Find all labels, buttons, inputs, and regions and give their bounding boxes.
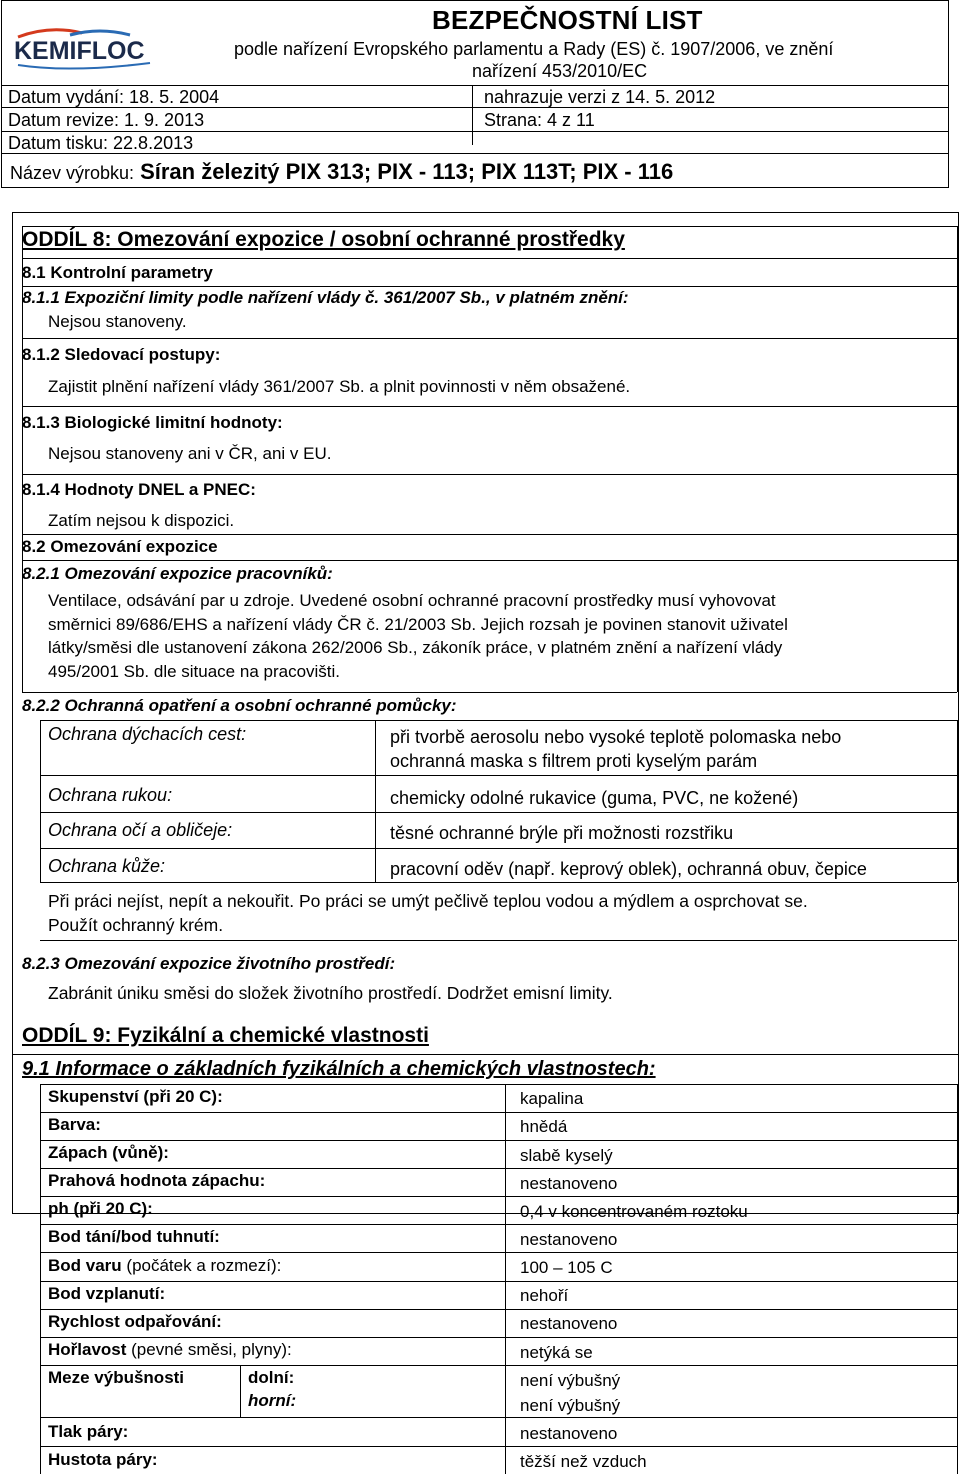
frame-line: [22, 226, 957, 227]
text-8-2-1-line: směrnici 89/686/EHS a nařízení vlády ČR č. 21/2003 Sb. Jejich rozsah je povinen stanovit uživatel: [48, 614, 788, 634]
prop-value-ph: 0,4 v koncentrovaném roztoku: [520, 1202, 748, 1221]
prop-label-explosion-lower: dolní:: [248, 1368, 295, 1387]
document-title: BEZPEČNOSTNÍ LIST: [432, 5, 703, 35]
page-number: Strana: 4 z 11: [484, 110, 595, 130]
prop-label-evaporation-rate: Rychlost odpařování:: [48, 1312, 222, 1331]
heading-8-1-4: 8.1.4 Hodnoty DNEL a PNEC:: [22, 480, 256, 499]
table-line: [40, 940, 957, 941]
replaces-version: nahrazuje verzi z 14. 5. 2012: [484, 87, 716, 107]
table-line: [40, 1084, 957, 1085]
header-divider: [2, 85, 948, 86]
table-line: [40, 1168, 957, 1169]
prop-value-evaporation-rate: nestanoveno: [520, 1314, 618, 1333]
prop-value-melting-point: nestanoveno: [520, 1230, 618, 1249]
heading-8-1-3: 8.1.3 Biologické limitní hodnoty:: [22, 413, 283, 432]
table-line: [40, 848, 957, 849]
text-8-2-3: Zabránit úniku směsi do složek životního prostředí. Dodržet emisní limity.: [48, 983, 613, 1003]
heading-8-2-3: 8.2.3 Omezování expozice životního prostředí:: [22, 954, 396, 973]
text-8-2-1-line: 495/2001 Sb. dle situace na pracovišti.: [48, 661, 341, 681]
table-line: [40, 1252, 957, 1253]
table-line: [40, 775, 957, 776]
prop-value-vapour-density: těžší než vzduch: [520, 1452, 647, 1471]
prop-value-vapour-pressure: nestanoveno: [520, 1424, 618, 1443]
text-8-1-3: Nejsou stanoveny ani v ČR, ani v EU.: [48, 444, 332, 463]
product-row: [10, 159, 673, 185]
prop-label-odour: Zápach (vůně):: [48, 1143, 169, 1162]
ppe-value-eyes: těsné ochranné brýle při možnosti rozstřiku: [390, 823, 734, 843]
print-date: Datum tisku: 22.8.2013: [8, 133, 194, 153]
revision-date: Datum revize: 1. 9. 2013: [8, 110, 205, 130]
product-name: Síran železitý PIX 313; PIX - 113; PIX 113T; PIX - 116: [140, 159, 674, 184]
frame-line: [12, 1054, 959, 1055]
ppe-value-hands: chemicky odolné rukavice (guma, PVC, ne kožené): [390, 788, 799, 808]
ppe-value-line: ochranná maska s filtrem proti kyselým parám: [390, 750, 758, 771]
prop-value-colour: hnědá: [520, 1117, 568, 1136]
table-line: [40, 1140, 957, 1141]
heading-8-1: 8.1 Kontrolní parametry: [22, 263, 213, 282]
hygiene-line: Při práci nejíst, nepít a nekouřit. Po práci se umýt pečlivě teplou vodou a mýdlem a osprchovat se.: [48, 891, 808, 911]
prop-value-explosion-lower: není výbušný: [520, 1371, 621, 1390]
regulation-line-1: podle nařízení Evropského parlamentu a Rady (ES) č. 1907/2006, ve znění: [234, 39, 834, 59]
table-line: [240, 1365, 241, 1417]
heading-9-1: 9.1 Informace o základních fyzikálních a chemických vlastnostech:: [22, 1058, 656, 1080]
table-line: [957, 720, 958, 882]
kemifloc-logo: [10, 23, 160, 73]
table-line: [40, 720, 957, 721]
frame-line: [957, 226, 958, 692]
prop-value-flash-point: nehoří: [520, 1286, 569, 1305]
table-line: [40, 720, 41, 882]
prop-label-text: Hořlavost: [48, 1340, 127, 1359]
table-line: [40, 882, 957, 883]
prop-label-colour: Barva:: [48, 1115, 101, 1134]
ppe-label-eyes: Ochrana očí a obličeje:: [48, 820, 233, 840]
prop-value-boiling-point: 100 – 105 C: [520, 1258, 613, 1277]
table-line: [40, 1112, 957, 1113]
prop-label-vapour-density: Hustota páry:: [48, 1450, 158, 1469]
prop-label-melting-point: Bod tání/bod tuhnutí:: [48, 1227, 220, 1246]
table-line: [505, 1084, 506, 1474]
hygiene-line: Použít ochranný krém.: [48, 914, 224, 935]
heading-8-2: 8.2 Omezování expozice: [22, 537, 218, 556]
ppe-label-hands: Ochrana rukou:: [48, 785, 173, 805]
ppe-value-respiratory: [390, 726, 841, 773]
prop-label-explosion-limits: Meze výbušnosti: [48, 1368, 185, 1387]
header-divider: [2, 131, 948, 132]
product-label: Název výrobku:: [10, 163, 135, 183]
text-8-2-1-line: látky/směsi dle ustanovení zákona 262/2006 Sb., zákoník práce, v platném znění a nařízení vlády: [48, 638, 783, 657]
frame-line: [22, 286, 957, 287]
prop-label-vapour-pressure: Tlak páry:: [48, 1422, 129, 1441]
section-8-title: ODDÍL 8: Omezování expozice / osobní ochranné prostředky: [22, 228, 625, 251]
prop-label-note: (počátek a rozmezí):: [121, 1256, 282, 1275]
table-line: [40, 1084, 41, 1474]
prop-label-odour-threshold: Prahová hodnota zápachu:: [48, 1171, 266, 1190]
heading-8-2-2: 8.2.2 Ochranná opatření a osobní ochranné pomůcky:: [22, 696, 457, 715]
table-line: [40, 1337, 957, 1338]
table-line: [40, 812, 957, 813]
table-line: [957, 1084, 958, 1474]
ppe-value-line: při tvorbě aerosolu nebo vysoké teplotě polomaska nebo: [390, 727, 842, 747]
text-8-1-2: Zajistit plnění nařízení vlády 361/2007 Sb. a plnit povinnosti v něm obsažené.: [48, 377, 631, 396]
header-column-divider: [472, 85, 473, 145]
text-8-1-4: Zatím nejsou k dispozici.: [48, 511, 235, 530]
prop-label-explosion-upper: horní:: [248, 1391, 297, 1410]
ppe-label-respiratory: Ochrana dýchacích cest:: [48, 724, 247, 744]
prop-label-ph: ph (při 20 C):: [48, 1199, 153, 1218]
prop-label-boiling-point: [48, 1256, 281, 1276]
frame-line: [22, 534, 957, 535]
issue-date: Datum vydání: 18. 5. 2004: [8, 87, 220, 107]
frame-line: [22, 474, 957, 475]
header-divider: [2, 153, 948, 154]
svg-text:KEMIFLOC: KEMIFLOC: [14, 37, 145, 65]
ppe-label-skin: Ochrana kůže:: [48, 856, 166, 876]
frame-line: [22, 338, 957, 339]
frame-line: [22, 692, 957, 693]
prop-label-state: Skupenství (při 20 C):: [48, 1087, 223, 1106]
text-8-1-1: Nejsou stanoveny.: [48, 312, 187, 331]
prop-label-flash-point: Bod vzplanutí:: [48, 1284, 166, 1303]
hygiene-text: [48, 890, 953, 937]
text-8-2-1: [48, 589, 953, 683]
prop-value-flammability: netýká se: [520, 1343, 593, 1362]
section-9-title: ODDÍL 9: Fyzikální a chemické vlastnosti: [22, 1024, 429, 1047]
table-line: [40, 1196, 957, 1197]
table-line: [40, 1309, 957, 1310]
heading-8-1-1: 8.1.1 Expoziční limity podle nařízení vlády č. 361/2007 Sb., v platném znění:: [22, 288, 629, 307]
table-line: [40, 1446, 957, 1447]
prop-value-odour: slabě kyselý: [520, 1146, 613, 1165]
frame-line: [22, 406, 957, 407]
text-8-2-1-line: Ventilace, odsávání par u zdroje. Uvedené osobní ochranné pracovní prostředky musí vyhovovat: [48, 591, 776, 610]
prop-label-note: (pevné směsi, plyny):: [126, 1340, 292, 1359]
ppe-value-skin: pracovní oděv (např. keprový oblek), ochranná obuv, čepice: [390, 859, 867, 879]
heading-8-1-2: 8.1.2 Sledovací postupy:: [22, 345, 221, 364]
table-line: [40, 1281, 957, 1282]
table-line: [40, 1417, 957, 1418]
header-divider: [2, 107, 948, 108]
table-line: [40, 1224, 957, 1225]
document-header: [1, 0, 949, 188]
table-line: [40, 1365, 957, 1366]
prop-label-flammability: [48, 1340, 292, 1360]
heading-8-2-1: 8.2.1 Omezování expozice pracovníků:: [22, 564, 333, 583]
prop-value-state: kapalina: [520, 1089, 584, 1108]
frame-line: [22, 560, 957, 561]
table-line: [375, 720, 376, 882]
prop-label-text: Bod varu: [48, 1256, 122, 1275]
prop-value-explosion-upper: není výbušný: [520, 1396, 621, 1415]
frame-line: [22, 258, 957, 259]
prop-value-odour-threshold: nestanoveno: [520, 1174, 618, 1193]
regulation-line-2: nařízení 453/2010/EC: [472, 61, 648, 81]
